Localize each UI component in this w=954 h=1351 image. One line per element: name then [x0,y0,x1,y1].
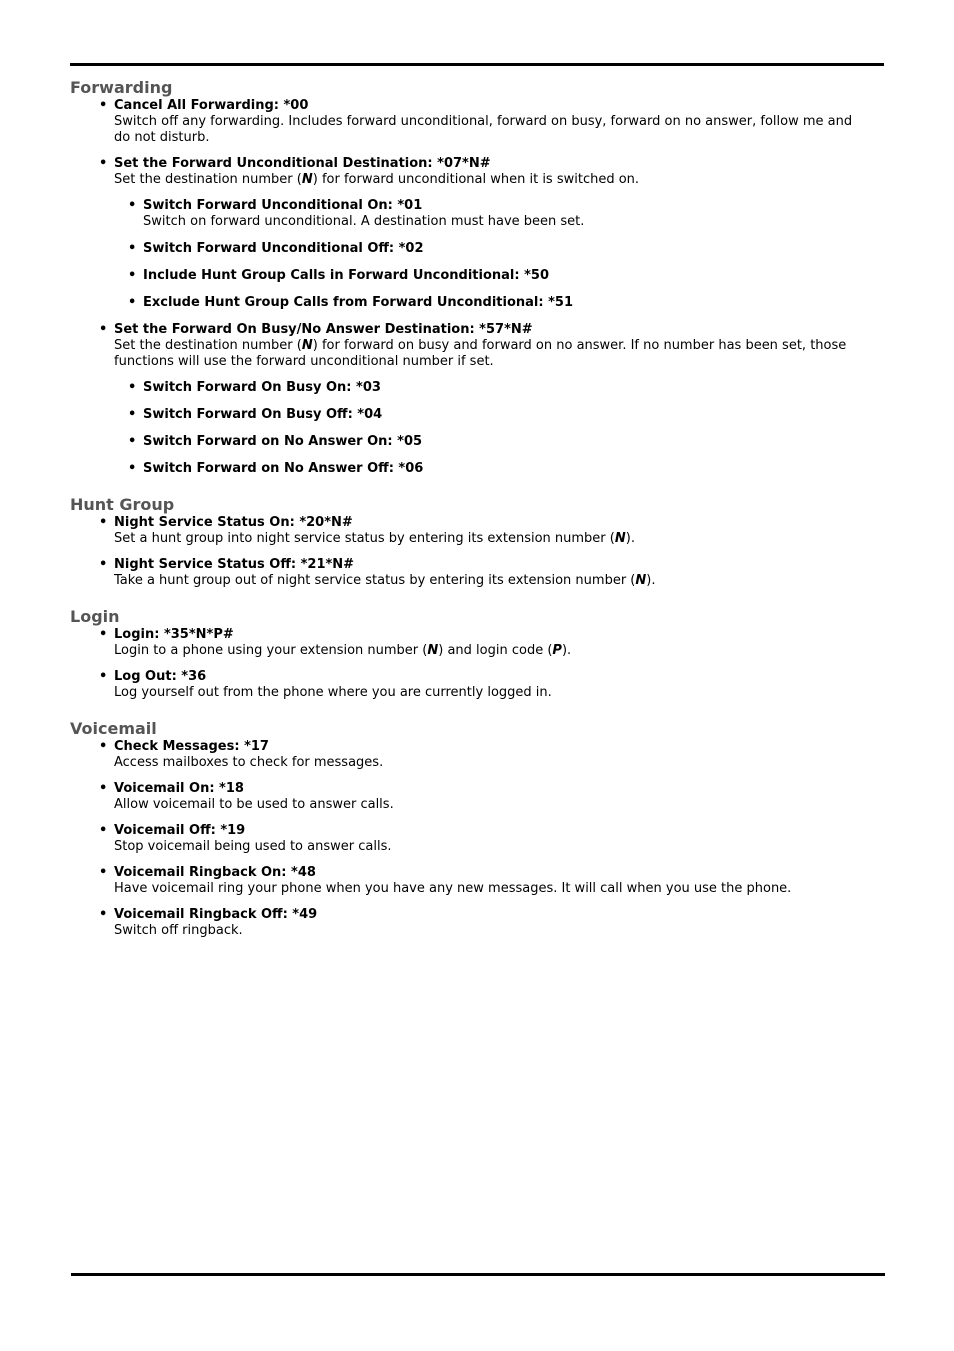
item-term: • Check Messages: *17 [114,739,269,754]
forwarding-busy-sublist [114,380,870,477]
forwarding-unconditional-sublist [114,198,870,311]
item-term: • Voicemail Ringback On: *48 [114,865,316,880]
item-description: Set the destination number (N) for forward on busy and forward on no answer. If no number has been set, those functions will use the forward unconditional number if set. [114,338,847,369]
hunt-group-list [70,515,870,589]
item-term: • Voicemail Off: *19 [114,823,246,838]
voicemail-list [70,739,870,939]
list-item [143,407,870,423]
item-description: Switch off ringback. [114,923,243,938]
item-description: Login to a phone using your extension number (N) and login code (P). [114,643,572,658]
item-term: • Switch Forward on No Answer On: *05 [143,434,423,449]
item-description: Take a hunt group out of night service status by entering its extension number (N). [114,573,656,588]
forwarding-list [70,98,870,477]
section-heading-voicemail: Voicemail [70,719,157,738]
list-item [114,515,870,547]
item-term: • Login: *35*N*P# [114,627,234,642]
list-item [143,380,870,396]
list-item [143,268,870,284]
list-item [114,739,870,771]
item-description: Switch on forward unconditional. A destination must have been set. [143,214,585,229]
item-term: • Night Service Status On: *20*N# [114,515,353,530]
item-term: • Night Service Status Off: *21*N# [114,557,355,572]
item-description: Stop voicemail being used to answer calls. [114,839,392,854]
item-term: • Include Hunt Group Calls in Forward Unconditional: *50 [143,268,549,283]
list-item [143,198,870,230]
list-item [143,241,870,257]
item-term: • Voicemail On: *18 [114,781,244,796]
list-item [114,98,870,146]
item-term: • Switch Forward Unconditional Off: *02 [143,241,424,256]
item-term: • Log Out: *36 [114,669,207,684]
list-item [114,322,870,477]
item-term: • Voicemail Ringback Off: *49 [114,907,318,922]
list-item [143,295,870,311]
list-item [114,907,870,939]
login-list [70,627,870,701]
item-description: Access mailboxes to check for messages. [114,755,384,770]
section-heading-login: Login [70,607,120,626]
item-description: Have voicemail ring your phone when you have any new messages. It will call when you use the phone. [114,881,792,896]
list-item [114,865,870,897]
item-term: • Exclude Hunt Group Calls from Forward Unconditional: *51 [143,295,574,310]
section-heading-forwarding: Forwarding [70,78,173,97]
list-item [143,434,870,450]
item-term: • Set the Forward On Busy/No Answer Destination: *57*N# [114,322,533,337]
item-term: • Set the Forward Unconditional Destination: *07*N# [114,156,491,171]
item-term: • Switch Forward on No Answer Off: *06 [143,461,424,476]
list-item [114,156,870,311]
list-item [114,627,870,659]
section-heading-hunt-group: Hunt Group [70,495,175,514]
top-rule [70,63,884,66]
list-item [114,669,870,701]
item-term: • Switch Forward Unconditional On: *01 [143,198,423,213]
item-description: Set a hunt group into night service status by entering its extension number (N). [114,531,635,546]
item-term: • Switch Forward On Busy Off: *04 [143,407,383,422]
list-item [114,781,870,813]
item-description: Switch off any forwarding. Includes forward unconditional, forward on busy, forward on no answer, follow me and do not disturb. [114,114,853,145]
list-item [114,823,870,855]
item-term: • Cancel All Forwarding: *00 [114,98,309,113]
item-description: Log yourself out from the phone where you are currently logged in. [114,685,552,700]
item-term: • Switch Forward On Busy On: *03 [143,380,381,395]
document-body [70,79,870,939]
item-description: Allow voicemail to be used to answer calls. [114,797,394,812]
bottom-rule [71,1273,885,1276]
item-description: Set the destination number (N) for forward unconditional when it is switched on. [114,172,640,187]
list-item [114,557,870,589]
list-item [143,461,870,477]
